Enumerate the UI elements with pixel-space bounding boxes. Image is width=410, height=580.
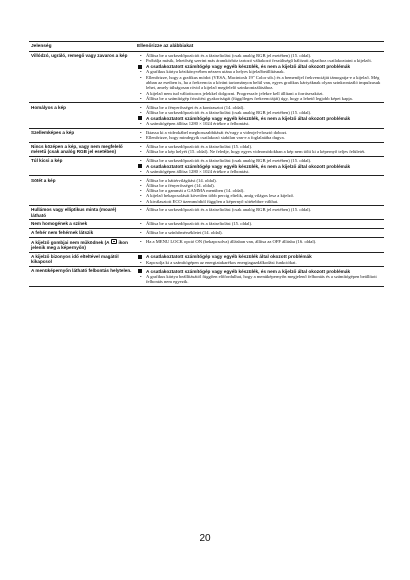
troubleshooting-table: [29, 41, 384, 287]
square-bullet-icon: [138, 116, 142, 120]
check-item: • A grafikus kártya beállításától függően előfordulhat, hogy a menüképernyőn megjelenő felbontás és a számítógépen beállított felbontás nem egyezik.: [137, 274, 382, 285]
cause-heading-text: A csatlakoztatott számítógép vagy egyéb készülék, és nem a kijelző által okozott problémák: [146, 268, 351, 274]
cause-heading-text: A csatlakoztatott számítógép vagy egyéb készülék által okozott problémák: [146, 254, 312, 260]
check-cell: [135, 176, 384, 205]
table-row: [29, 143, 384, 157]
check-cell: [135, 220, 384, 228]
square-bullet-icon: [138, 255, 142, 259]
symptom-cell: A menüképernyőn látható felbontás helytelen.: [31, 268, 132, 274]
symptom-cell: Szellemképes a kép: [31, 129, 75, 135]
table-row: [29, 220, 384, 229]
check-item: • A grafikus kártya kézikönyvében nézzen utána a helyes kijelzőbeállításnak.: [137, 69, 382, 74]
symptom-text: A kijelző gombjai nem működnek (A: [31, 239, 110, 245]
check-item: • Állítsa be a kép helyét (15. oldal). Ne feledje, hogy egyes videomódokban a kép nem tölti ki a képernyő teljes felületét.: [137, 149, 382, 154]
check-cell: [135, 229, 384, 237]
symptom-cell: A fehér nem fehérnek látszik: [31, 230, 94, 236]
check-item: • A kijelző bekapcsolását követően több percig eltelik, amíg világos lesz a kijelző.: [137, 193, 382, 198]
check-item: • Állítsa be a gammát a GAMMA menüben (14. oldal).: [137, 188, 382, 193]
table-row: [29, 229, 384, 238]
symptom-cell: Túl kicsi a kép: [31, 157, 63, 163]
check-item: • Iktassa ki a videokábel meghosszabbítását és/vagy a videojel-elosztó dobozt.: [137, 130, 382, 135]
check-item: • Állítsa be a sorkezdőpozíciót és a fáziseltolást (csak analóg RGB jel esetében) (15. oldal).: [137, 110, 382, 115]
square-bullet-icon: [138, 269, 142, 273]
symptom-cell: Sötét a kép: [31, 177, 56, 183]
table-row: [29, 267, 384, 287]
symptom-cell: Nem homogének a színek: [31, 221, 88, 227]
cause-heading-text: A csatlakoztatott számítógép vagy egyéb készülék, és nem a kijelző által okozott problémák: [146, 115, 351, 121]
symptom-cell: Villódzó, ugráló, remegő vagy zavaros a kép: [31, 52, 128, 58]
table-header-row: [29, 42, 384, 52]
check-item: • Állítsa be a fényerősséget (14. oldal).: [137, 183, 382, 188]
table-row: [29, 103, 384, 128]
check-cell: [135, 103, 384, 127]
check-item: • Állítsa be a színhőmérsékletet (14. oldal).: [137, 230, 382, 235]
symptom-cell: [29, 238, 135, 252]
check-cell: [135, 238, 384, 252]
symptom-cell: Homályos a kép: [31, 104, 66, 110]
check-cell: [135, 143, 384, 156]
table-row: [29, 253, 384, 268]
symptom-text: ikon jelenik meg a képernyőn): [31, 239, 128, 251]
check-item: • Állítsa be a számítógép frissítési gyakoriságát (függőleges frekvenciáját) úgy, hogy a lehető legjobb képet kapja.: [137, 96, 382, 101]
check-item: • Kapcsolja ki a számítógépen az energiatakarékos energiagazdálkodási funkciókat.: [137, 260, 382, 265]
check-cell: [135, 206, 384, 219]
cause-heading-text: A csatlakoztatott számítógép vagy egyéb készülék, és nem a kijelző által okozott problémák: [146, 163, 351, 169]
check-item: • Ellenőrizze, hogy a grafikus módot (VESA, Macintosh 19" Color stb.) és a bemenőjel frekvenciáját támogatja-e a kijelző. Még abban az esetben is, ha a frekvencia a kívánt tartományon belül van, egyes grafikus kártyáknak olyan szinkronizáló impulzusuk lehet, amely túlságosan rövid a kijelző megfelelő szinkronizálásához.: [137, 75, 382, 91]
check-item: • A kijelző nem tud váltottsoros jelekkel dolgozni. Progresszív jelekre kell állítani a forráseszközt.: [137, 91, 382, 96]
check-cell: [135, 267, 384, 286]
symptom-cell: Hullámos vagy elliptikus minta (moaré) látható: [31, 207, 117, 218]
square-bullet-icon: [138, 65, 142, 69]
check-item: • Állítsa be a sorkezdőpozíciót és a fáziseltolást (15. oldal).: [137, 221, 382, 226]
symptom-cell: A kijelző bizonyos idő elteltével magától kikapcsol: [31, 253, 119, 264]
table-row: [29, 176, 384, 206]
column-header-check: Ellenőrizze az alábbiakat: [137, 43, 194, 49]
check-item: • Állítsa be a sorkezdőpozíciót és a fáziseltolást (csak analóg RGB jel esetében) (15. oldal).: [137, 53, 382, 58]
table-row: [29, 206, 384, 220]
check-item: • Állítsa be a sorkezdőpozíciót és a fáziseltolást (csak analóg RGB jel esetében) (15. oldal).: [137, 158, 382, 163]
table-row: [29, 157, 384, 177]
square-bullet-icon: [138, 164, 142, 168]
symptom-cell: Nincs középen a kép, vagy nem megfelelő méretű (csak analóg RGB jel esetében): [31, 143, 123, 155]
cause-heading-text: A csatlakoztatott számítógép vagy egyéb készülék, és nem a kijelző által okozott problémák: [146, 64, 351, 70]
page-number: 20: [199, 533, 211, 544]
check-item: • Próbálja másik, lehetőség szerint más áramkörhöz tartozó váltakozó feszültségű hálózati aljzathoz csatlakoztatni a kijelzőt.: [137, 58, 382, 63]
table-row: [29, 238, 384, 253]
check-item: • Állítsa be a háttérvilágítást (14. oldal).: [137, 178, 382, 183]
menu-lock-icon: [111, 239, 118, 244]
check-item: • Ha a MENU LOCK opció ON (bekapcsolva) állásban van, állítsa az OFF állásba (16. oldal).: [137, 239, 382, 244]
column-header-symptom: Jelenség: [31, 43, 52, 49]
check-cell: [135, 129, 384, 142]
check-item: • Ellenőrizze, hogy mindegyik csatlakozó stabilan van-e a foglalatába dugva.: [137, 135, 382, 140]
check-cell: [135, 253, 384, 267]
table-row: [29, 129, 384, 143]
check-item: • Állítsa be a fényerősséget és a kontrasztot (14. oldal).: [137, 105, 382, 110]
check-item: • Állítsa be a sorkezdőpozíciót és a fáziseltolást (csak analóg RGB jel esetében) (15. oldal).: [137, 207, 382, 212]
check-item: • A számítógépen állítsa 1280 × 1024 értékre a felbontást.: [137, 169, 382, 174]
check-cell: [135, 157, 384, 176]
check-item: • A számítógépen állítsa 1280 × 1024 értékre a felbontást.: [137, 121, 382, 126]
table-row: [29, 52, 384, 104]
check-cell: [135, 52, 384, 103]
check-item: • A kiválasztott ECO üzemmódtól függően a képernyő sötétebbre válthat.: [137, 199, 382, 204]
check-item: • Állítsa be a sorkezdőpozíciót és a fáziseltolást (15. oldal).: [137, 144, 382, 149]
